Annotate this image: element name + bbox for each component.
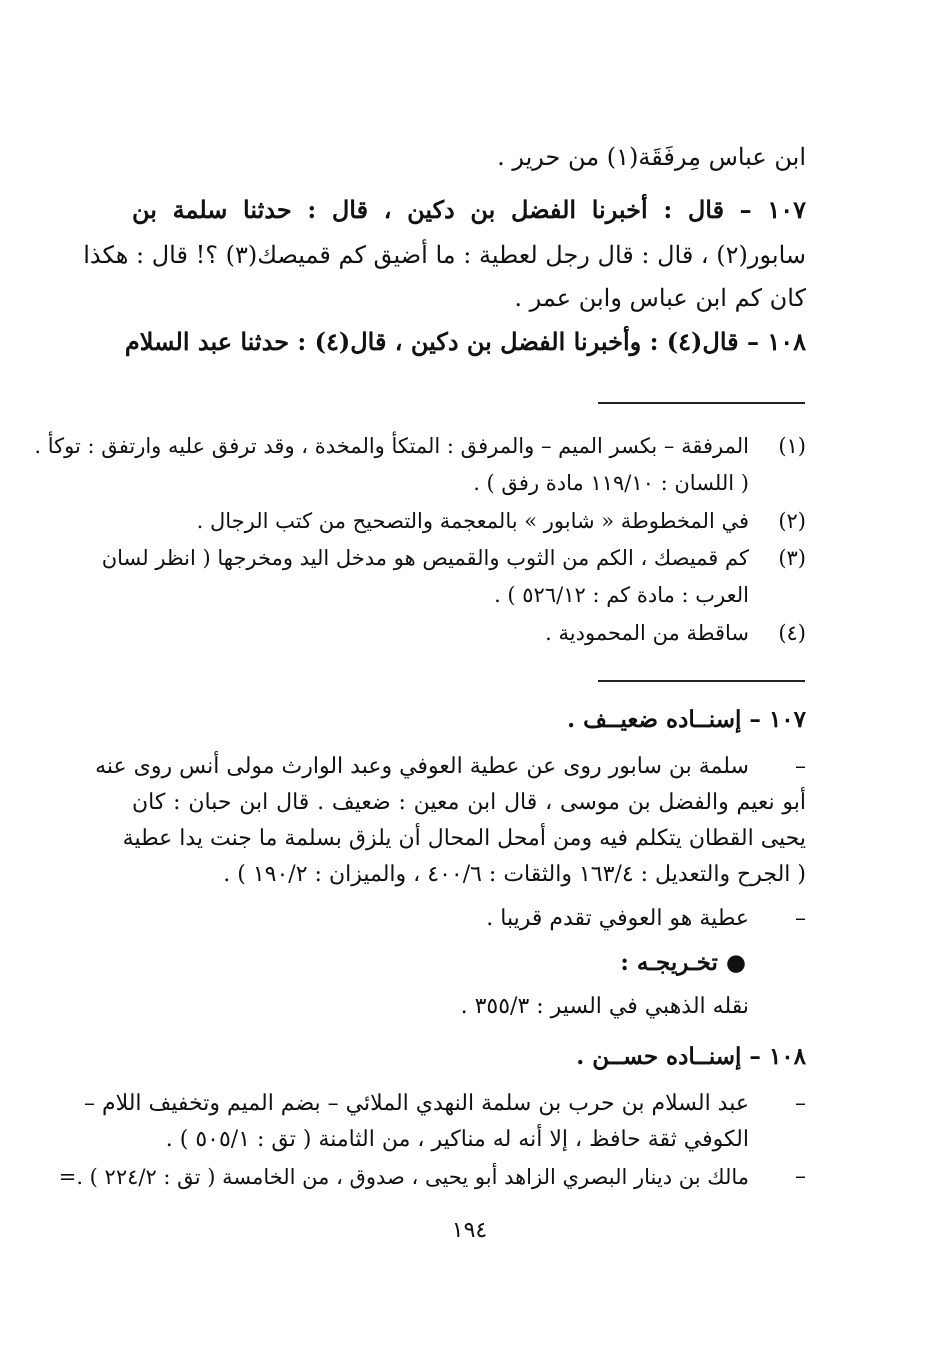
- footnote-1-number: (١): [778, 434, 806, 458]
- list-dash: –: [795, 1091, 806, 1116]
- isnad-107-note-line-2: أبو نعيم والفضل بن موسى ، قال ابن معين : ضعيف . قال ابن حبان : كان: [132, 790, 806, 815]
- hadith-108-heading-line: ١٠٨ – قال(٤) : وأخبرنا الفضل بن دكين ، قال(٤) : حدثنا عبد السلام: [124, 327, 806, 356]
- page-number: ١٩٤: [451, 1218, 488, 1243]
- footnote-4-number: (٤): [778, 621, 806, 645]
- isnad-108-heading: ١٠٨ – إسنــاده حســن .: [576, 1043, 806, 1070]
- main-text-line-3: سابور(٢) ، قال : قال رجل لعطية : ما أضيق كم قميصك(٣) ؟! قال : هكذا: [83, 241, 806, 269]
- footnote-3-text-cont: العرب : مادة كم : ٥٢٦/١٢ ) .: [494, 583, 749, 607]
- footnote-2-number: (٢): [778, 509, 806, 533]
- commentary-separator: [598, 680, 805, 682]
- footnote-2-text: في المخطوطة « شابور » بالمعجمة والتصحيح من كتب الرجال .: [196, 509, 749, 533]
- main-text-line-1: ابن عباس مِرفَقَة(١) من حرير .: [497, 143, 806, 171]
- list-dash: –: [795, 1164, 806, 1189]
- isnad-107-note-atiyya: عطية هو العوفي تقدم قريبا .: [486, 906, 749, 931]
- footnote-3-number: (٣): [778, 546, 806, 570]
- isnad-107-heading: ١٠٧ – إسنــاده ضعيــف .: [567, 706, 806, 733]
- isnad-107-note-line-3: يحيى القطان يتكلم فيه ومن أمحل المحال أن يلزق بسلمة ما جنت يدا عطية: [122, 826, 806, 851]
- isnad-107-note-line-1: سلمة بن سابور روى عن عطية العوفي وعبد الوارث مولى أنس روى عنه: [95, 754, 749, 779]
- takhrij-text: نقله الذهبي في السير : ٣٥٥/٣ .: [460, 994, 749, 1019]
- isnad-108-note-line-3: مالك بن دينار البصري الزاهد أبو يحيى ، صدوق ، من الخامسة ( تق : ٢٢٤/٢ ) .=: [58, 1165, 749, 1189]
- main-text-line-4: كان كم ابن عباس وابن عمر .: [514, 284, 806, 312]
- isnad-107-note-line-4: ( الجرح والتعديل : ١٦٣/٤ والثقات : ٤٠٠/٦ ، والميزان : ١٩٠/٢ ) .: [223, 862, 806, 887]
- list-dash: –: [795, 906, 806, 931]
- footnote-separator: [598, 402, 805, 404]
- hadith-107-heading-line: ١٠٧ – قال : أخبرنا الفضل بن دكين ، قال : حدثنا سلمة بن: [132, 195, 807, 224]
- isnad-108-note-line-1: عبد السلام بن حرب بن سلمة النهدي الملائي – بضم الميم وتخفيف اللام –: [83, 1091, 749, 1116]
- footnote-3-text: كم قميصك ، الكم من الثوب والقميص هو مدخل اليد ومخرجها ( انظر لسان: [101, 546, 749, 570]
- isnad-108-note-line-2: الكوفي ثقة حافظ ، إلا أنه له مناكير ، من الثامنة ( تق : ٥٠٥/١ ) .: [165, 1127, 749, 1152]
- list-dash: –: [795, 754, 806, 779]
- footnote-1-text: المرفقة – بكسر الميم – والمرفق : المتكأ والمخدة ، وقد ترفق عليه وارتفق : توكأ .: [34, 434, 749, 458]
- footnote-4-text: ساقطة من المحمودية .: [545, 621, 749, 645]
- footnote-1-text-cont: ( اللسان : ١١٩/١٠ مادة رفق ) .: [473, 471, 749, 495]
- takhrij-heading: ● تخـريجـه :: [620, 949, 746, 976]
